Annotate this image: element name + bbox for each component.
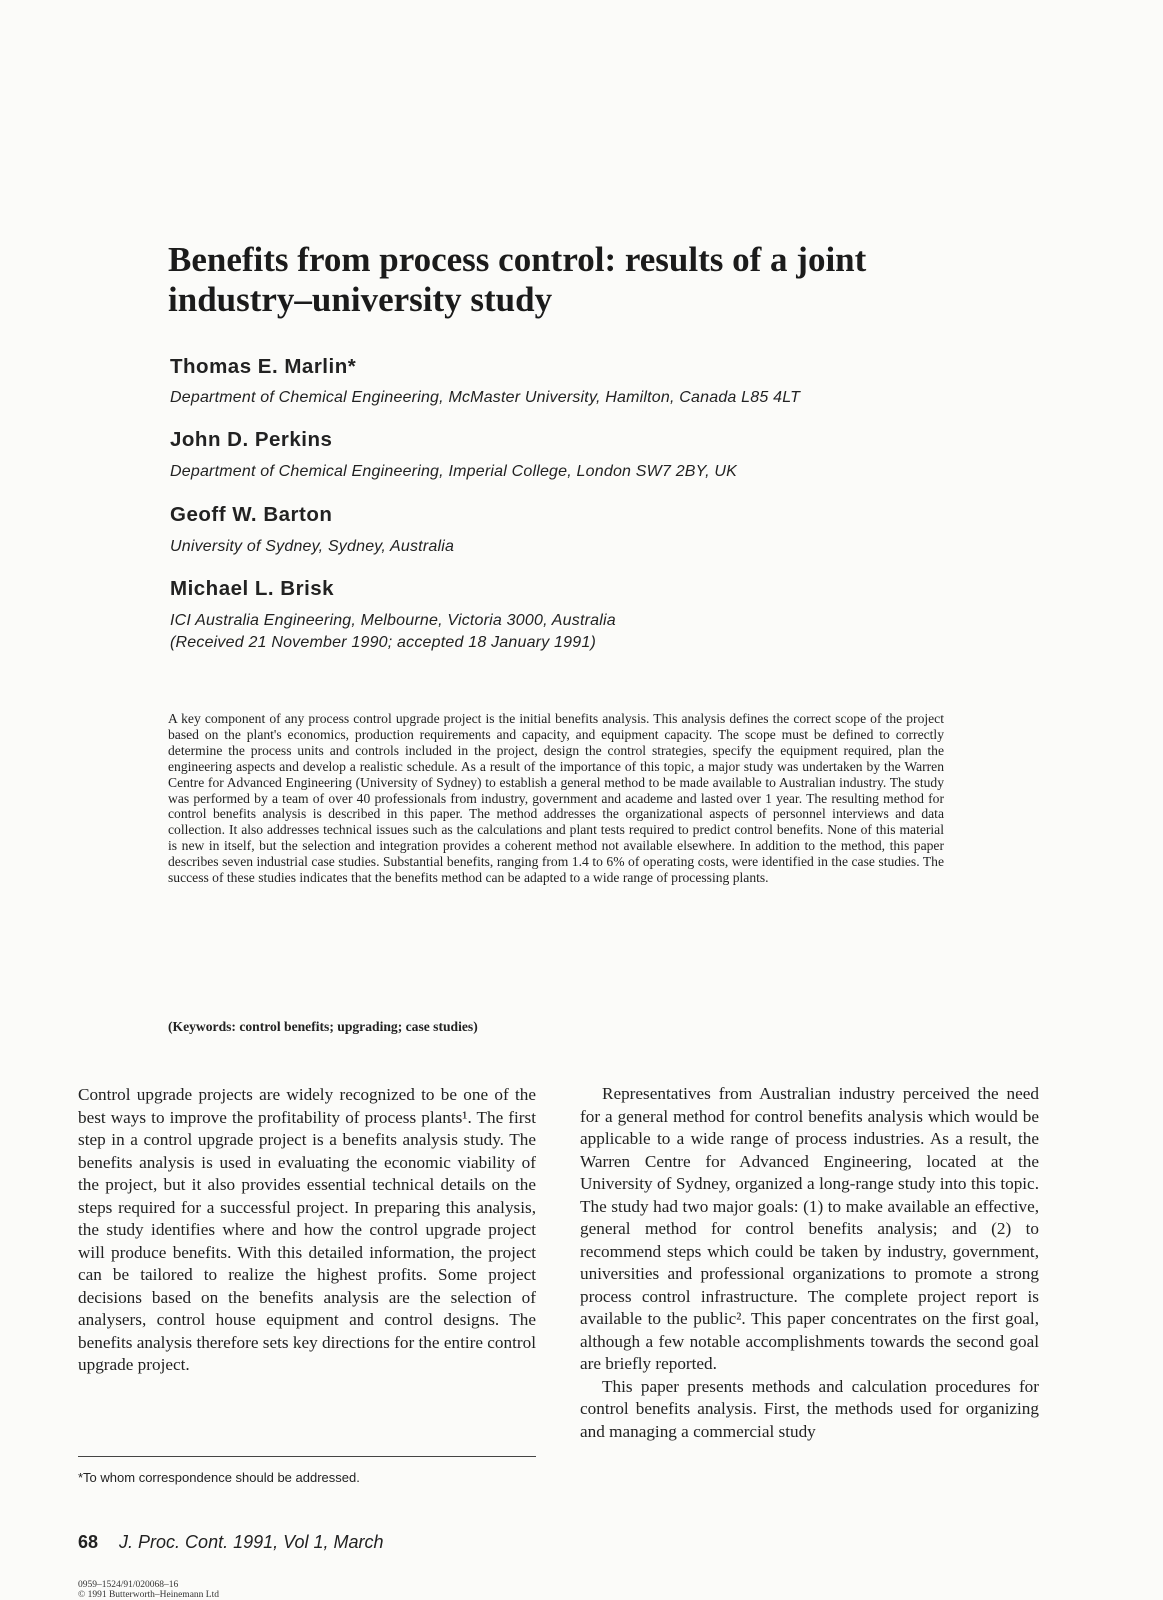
- issn: 0959–1524/91/020068–16: [78, 1580, 179, 1590]
- copyright: © 1991 Butterworth–Heinemann Ltd: [78, 1590, 219, 1600]
- author-affiliation: Department of Chemical Engineering, Imperial College, London SW7 2BY, UK: [170, 463, 737, 480]
- keywords: (Keywords: control benefits; upgrading; case studies): [168, 1019, 478, 1034]
- show-through-text: [70, 92, 74, 109]
- page-footer: [78, 1532, 384, 1553]
- abstract: A key component of any process control upgrade project is the initial benefits analysis. This analysis defines the correct scope of the project based on the plant's economics, production requirements and capacity, and equipment capacity. The scope must be defined to correctly determine the process units and controls included in the project, design the control strategies, specify the equipment required, plan the engineering aspects and develop a realistic schedule. As a result of the importance of this topic, a major study was undertaken by the Warren Centre for Advanced Engineering (University of Sydney) to establish a general method to be made available to Australian industry. The study was performed by a team of over 40 professionals from industry, government and academe and lasted over 1 year. The resulting method for control benefits analysis is described in this paper. The method addresses the organizational aspects of personnel interviews and data collection. It also addresses technical issues such as the calculations and plant tests required to predict control benefits. None of this material is new in itself, but the selection and integration provides a coherent method not available elsewhere. In addition to the method, this paper describes seven industrial case studies. Substantial benefits, ranging from 1.4 to 6% of operating costs, were identified in the case studies. The success of these studies indicates that the benefits method can be adapted to a wide range of processing plants.: [168, 711, 944, 886]
- body-column-right: [580, 1083, 1039, 1443]
- body-paragraph: Representatives from Australian industry perceived the need for a general method for control benefits analysis which would be applicable to a wide range of process industries. As a result, the Warren Centre for Advanced Engineering, located at the University of Sydney, organized a long-range study into this topic. The study had two major goals: (1) to make available an effective, general method for control benefits analysis; and (2) to recommend steps which could be taken by industry, government, universities and professional organizations to promote a strong process control infrastructure. The complete project report is available to the public². This paper concentrates on the first goal, although a few notable accomplishments towards the second goal are briefly reported.: [580, 1084, 1039, 1373]
- body-paragraph: Control upgrade projects are widely recognized to be one of the best ways to improve the profitability of process plants¹. The first step in a control upgrade project is a benefits analysis study. The benefits analysis is used in evaluating the economic viability of the project, but it also provides essential technical details on the steps required for a successful project. In preparing this analysis, the study identifies where and how the control upgrade project will produce benefits. With this detailed information, the project can be tailored to realize the highest profits. Some project decisions based on the benefits analysis are the selection of analysers, control house equipment and control designs. The benefits analysis therefore sets key directions for the entire control upgrade project.: [78, 1085, 536, 1374]
- author-name: Michael L. Brisk: [170, 577, 335, 600]
- author-name: Thomas E. Marlin*: [170, 355, 357, 378]
- body-paragraph: This paper presents methods and calculation procedures for control benefits analysis. First, the methods used for organizing and managing a commercial study: [580, 1376, 1039, 1441]
- author-affiliation: ICI Australia Engineering, Melbourne, Victoria 3000, Australia: [170, 612, 616, 629]
- footnote: *To whom correspondence should be addressed.: [78, 1470, 360, 1485]
- body-column-left: [78, 1084, 536, 1377]
- journal-reference: J. Proc. Cont. 1991, Vol 1, March: [119, 1532, 384, 1552]
- footnote-rule: [78, 1456, 536, 1457]
- author-name: Geoff W. Barton: [170, 503, 333, 526]
- received-dates: (Received 21 November 1990; accepted 18 January 1991): [170, 634, 596, 651]
- copyright-block: [78, 1580, 219, 1600]
- author-name: John D. Perkins: [170, 428, 333, 451]
- page-number: 68: [78, 1532, 99, 1552]
- author-affiliation: Department of Chemical Engineering, McMaster University, Hamilton, Canada L85 4LT: [170, 389, 801, 406]
- author-affiliation: University of Sydney, Sydney, Australia: [170, 538, 455, 555]
- paper-title: Benefits from process control: results of a joint industry–university study: [168, 240, 867, 319]
